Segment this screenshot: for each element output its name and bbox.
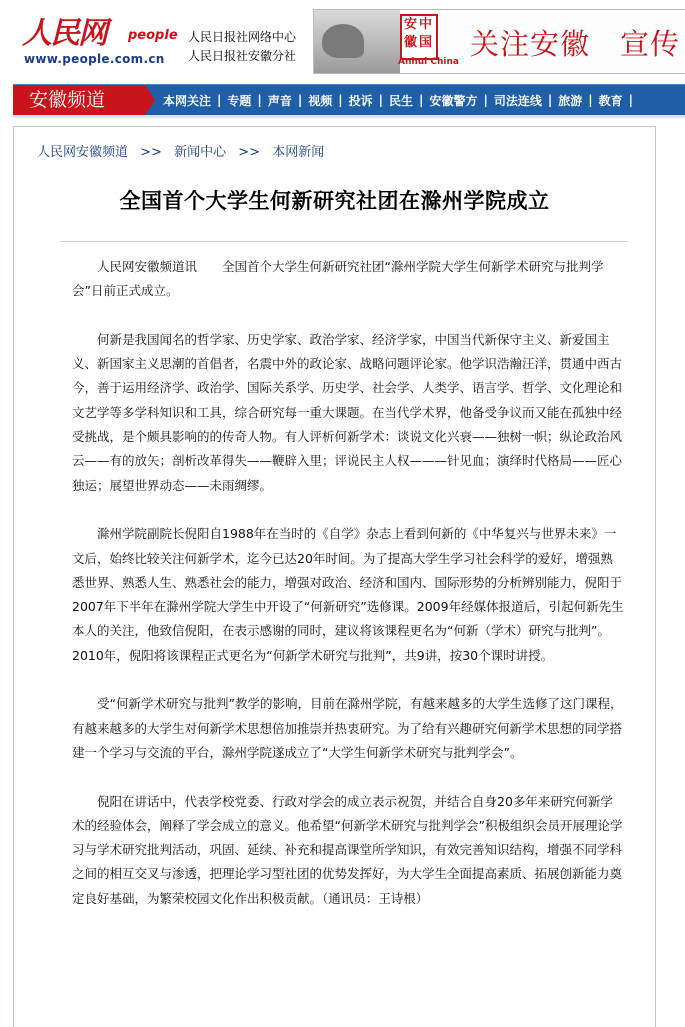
- seal-char: 中: [419, 17, 433, 32]
- logo-english: people: [128, 28, 178, 43]
- nav-item-complaints[interactable]: 投诉: [348, 93, 373, 108]
- title-divider: [60, 241, 628, 242]
- people-logo[interactable]: [22, 8, 182, 70]
- article-body: [72, 255, 624, 935]
- main-nav: [13, 84, 685, 115]
- nav-list: 本网关注 | 专题 | 声音 | 视频 | 投诉 | 民生 | 安徽警方 | 司法连线 | 旅游 | 教育 |: [157, 85, 633, 115]
- nav-item-livelihood[interactable]: 民生: [389, 93, 414, 108]
- nav-item-video[interactable]: 视频: [308, 93, 333, 108]
- org-line-2: 人民日报社安徽分社: [188, 49, 297, 63]
- huangshan-photo: [314, 10, 400, 73]
- article-container: [13, 126, 656, 1027]
- org-line-1: 人民日报社网络中心: [188, 30, 297, 44]
- channel-label[interactable]: 安徽频道: [13, 85, 145, 115]
- header-banner-ad[interactable]: [313, 9, 685, 74]
- nav-item-police[interactable]: 安徽警方: [429, 93, 478, 108]
- banner-slogan: 关注安徽 宣传: [470, 27, 681, 61]
- breadcrumb-link-sitenews[interactable]: 本网新闻: [272, 145, 325, 160]
- article-paragraph: 何新是我国闻名的哲学家、历史学家、政治学家、经济学家，中国当代新保守主义、新爱国主义、新国家主义思潮的首倡者，名震中外的政论家、战略问题评论家。他学识浩瀚汪洋，贯通中西古今，善于运用经济学、政治学、国际关系学、历史学、社会学、人类学、语言学、哲学、文化理论和文艺学等多学科知识和工具，综合研究每一重大课题。在当代学术界，他备受争议而又能在孤独中经受挑战，是个颇具影响的的传奇人物。有人评析何新学术：谈说文化兴衰——独树一帜；纵论政治风云——有的放矢；剖析改革得失——鞭辟入里；评说民主人权———针见血；演绎时代格局——匠心独运；展望世界动态——未雨绸缪。: [72, 331, 623, 493]
- logo-url: www.people.com.cn: [24, 52, 165, 66]
- nav-item-education[interactable]: 教育: [598, 93, 623, 108]
- site-header: [0, 0, 685, 80]
- article-paragraph: 滁州学院副院长倪阳自1988年在当时的《自学》杂志上看到何新的《中华复兴与世界未来》一文后，始终比较关注何新学术，迄今已达20年时间。为了提高大学生学习社会科学的爱好，增强熟悉世界、熟悉人生、熟悉社会的能力，增强对政治、经济和国内、国际形势的分析辨别能力，倪阳于2007年下半年在滁州学院大学生中开设了“何新研究”选修课。2009年经媒体报道后，引起何新先生本人的关注，他致信倪阳，在表示感谢的同时，建议将该课程更名为“何新（学术）研究与批判”。2010年，倪阳将该课程正式更名为“何新学术研究与批判”，共9讲，按30个课时讲授。: [72, 526, 624, 663]
- seal-char: 国: [419, 35, 433, 50]
- breadcrumb-link-newscenter[interactable]: 新闻中心: [174, 145, 227, 160]
- breadcrumb-separator: >>: [238, 145, 261, 160]
- seal-char: 徽: [404, 35, 418, 50]
- article-paragraph: 受“何新学术研究与批判”教学的影响，目前在滁州学院，有越来越多的大学生选修了这门课程，有越来越多的大学生对何新学术思想倍加推崇并热衷研究。为了给有兴趣研究何新学术思想的同学搭建一个学习与交流的平台，滁州学院遂成立了“大学生何新学术研究与批判学会”。: [72, 696, 623, 760]
- article-paragraph: 人民网安徽频道讯 全国首个大学生何新研究社团“滁州学院大学生何新学术研究与批判学会”日前正式成立。: [72, 259, 604, 299]
- logo-chinese: 人民网: [22, 16, 106, 51]
- article-title: 全国首个大学生何新研究社团在滁州学院成立: [119, 188, 550, 213]
- nav-item-topics[interactable]: 专题: [227, 93, 252, 108]
- breadcrumb-separator: >>: [140, 145, 162, 160]
- article-paragraph: 倪阳在讲话中，代表学校党委、行政对学会的成立表示祝贺，并结合自身20多年来研究何新学术的经验体会，阐释了学会成立的意义。他希望“何新学术研究与批判学会”积极组织会员开展理论学习与学术研究批判活动，巩固、延续、补充和提高课堂所学知识，有效完善知识结构，增强不同学科之间的相互交叉与渗透，把理论学习型社团的优势发挥好，为大学生全面提高素质、拓展创新能力奠定良好基础，为繁荣校园文化作出积极贡献。（通讯员：王诗根）: [72, 793, 623, 906]
- nav-item-focus[interactable]: 本网关注: [163, 93, 212, 108]
- nav-item-voices[interactable]: 声音: [267, 93, 292, 108]
- breadcrumb-link-channel[interactable]: 人民网安徽频道: [37, 145, 129, 160]
- seal-english-label: Anhui China: [398, 57, 459, 67]
- anhui-seal-logo: [400, 14, 438, 60]
- breadcrumb: [37, 141, 324, 160]
- nav-item-travel[interactable]: 旅游: [558, 93, 583, 108]
- nav-underline: [13, 115, 685, 118]
- nav-item-judicial[interactable]: 司法连线: [493, 93, 542, 108]
- seal-char: 安: [404, 17, 418, 32]
- organization-info: [188, 28, 296, 66]
